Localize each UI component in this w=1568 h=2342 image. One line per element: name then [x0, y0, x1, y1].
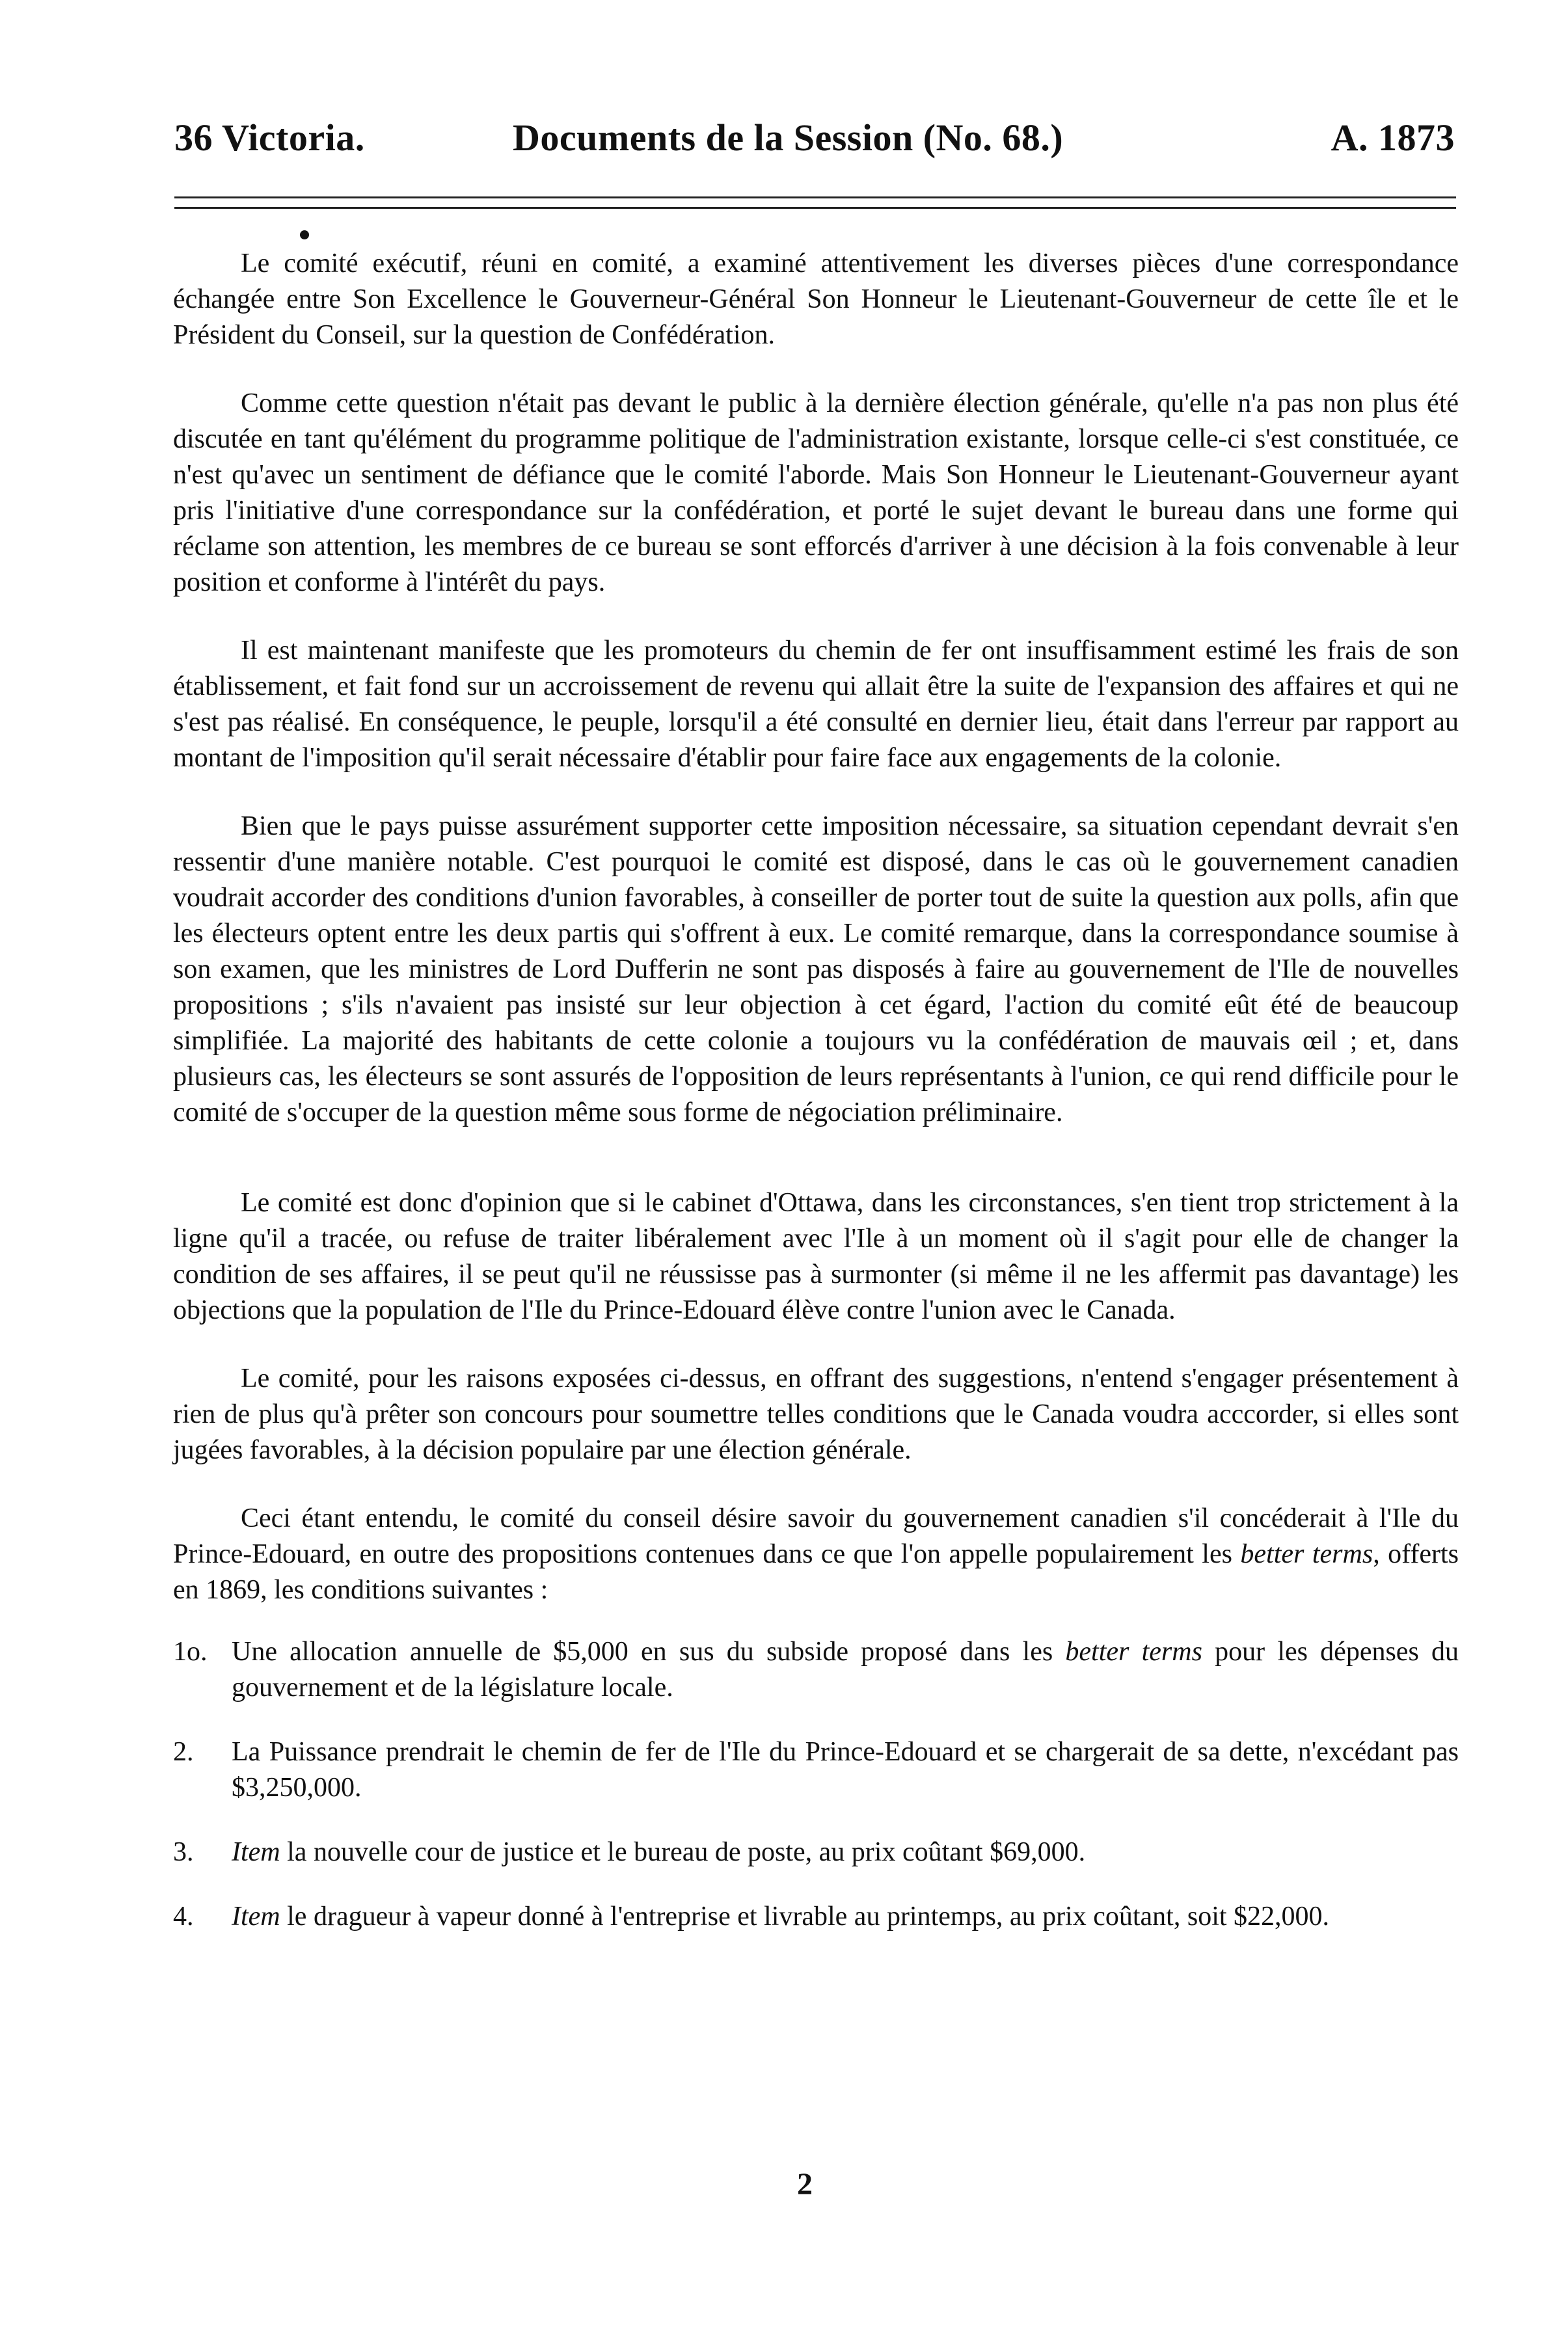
paragraph-6: Le comité, pour les raisons exposées ci-dessus, en offrant des suggestions, n'entend s'engager présentement à rien de plus qu'à prêter son concours pour soumettre telles conditions que le Canada voudra acccorder, si elles sont jugées favorables, à la décision populaire par une élection générale.	[173, 1364, 1459, 1465]
paragraph-7	[173, 1501, 1459, 1608]
list-item-text: la nouvelle cour de justice et le bureau de poste, au prix coûtant $69,000.	[280, 1837, 1086, 1867]
page-number: 2	[797, 2167, 813, 2201]
header-title: Documents de la Session (No. 68.)	[513, 116, 1064, 159]
running-header	[174, 116, 1455, 168]
header-rule-top	[174, 196, 1456, 198]
list-item-2	[173, 1734, 1459, 1806]
paragraph-7-text: Ceci étant entendu, le comité du conseil désire savoir du gouvernement canadien s'il concéderait à l'Ile du Prince-Edouard, en outre des propositions contenues dans ce que l'on appelle populairement les	[173, 1503, 1459, 1569]
paragraph-7-emphasis: better terms	[1240, 1539, 1373, 1569]
list-item-number: 2.	[173, 1737, 194, 1767]
list-item-text: Une allocation annuelle de $5,000 en sus du subside proposé dans les	[232, 1637, 1066, 1667]
list-item-1	[173, 1634, 1459, 1706]
list-item-3	[173, 1835, 1459, 1870]
list-item-number: 1o.	[173, 1637, 208, 1667]
list-item-emphasis: Item	[232, 1837, 280, 1867]
paragraph-4: Bien que le pays puisse assurément supporter cette imposition nécessaire, sa situation cependant devrait s'en ressentir d'une manière notable. C'est pourquoi le comité est disposé, dans le cas où le gouvernement canadien voudrait accorder des conditions d'union favorables, à conseiller de porter tout de suite la question aux polls, afin que les électeurs optent entre les deux partis qui s'offrent à eux. Le comité remarque, dans la correspondance soumise à son examen, que les ministres de Lord Dufferin ne sont pas disposés à faire au gouvernement de l'Ile de nouvelles propositions ; s'ils n'avaient pas insisté sur leur objection à cet égard, l'action du comité eût été de beaucoup simplifiée. La majorité des habitants de cette colonie a toujours vu la confédération de mauvais œil ; et, dans plusieurs cas, les électeurs se sont assurés de l'opposition de leurs représentants à l'union, ce qui rend difficile pour le comité de s'occuper de la question même sous forme de négociation préliminaire.	[173, 811, 1459, 1127]
paragraph-7-text-end: , offerts en 1869, les conditions suivantes :	[173, 1539, 1459, 1605]
list-item-emphasis: Item	[232, 1902, 280, 1931]
paragraph-3: Il est maintenant manifeste que les promoteurs du chemin de fer ont insuffisamment estimé les frais de son établissement, et fait fond sur un accroissement de revenu qui allait être la suite de l'expansion des affaires et qui ne s'est pas réalisé. En conséquence, le peuple, lorsqu'il a été consulté en dernier lieu, était dans l'erreur par rapport au montant de l'imposition qu'il serait nécessaire d'établir pour faire face aux engagements de la colonie.	[173, 636, 1459, 773]
paragraph-1: Le comité exécutif, réuni en comité, a examiné attentivement les diverses pièces d'une correspondance échangée entre Son Excellence le Gouverneur-Général Son Honneur le Lieutenant-Gouverneur de cette île et le Président du Conseil, sur la question de Confédération.	[173, 249, 1459, 350]
list-item-text-end: pour les dépenses du gouvernement et de la législature locale.	[232, 1637, 1459, 1703]
list-item-4	[173, 1899, 1459, 1935]
header-year: A. 1873	[1331, 116, 1455, 159]
paragraph-5: Le comité est donc d'opinion que si le cabinet d'Ottawa, dans les circonstances, s'en tient trop strictement à la ligne qu'il a tracée, ou refuse de traiter libéralement avec l'Ile à un moment où il s'agit pour elle de changer la condition de ses affaires, il se peut qu'il ne réussisse pas à surmonter (si même il ne les affermit pas davantage) les objections que la population de l'Ile du Prince-Edouard élève contre l'union avec le Canada.	[173, 1188, 1459, 1325]
header-rule-bottom	[174, 207, 1456, 209]
list-item-number: 3.	[173, 1837, 194, 1867]
print-mark	[300, 230, 309, 239]
paragraph-2: Comme cette question n'était pas devant le public à la dernière élection générale, qu'elle n'a pas non plus été discutée en tant qu'élément du programme politique de l'administration existante, lorsque celle-ci s'est constituée, ce n'est qu'avec un sentiment de défiance que le comité l'aborde. Mais Son Honneur le Lieutenant-Gouverneur ayant pris l'initiative d'une correspondance sur la confédération, et porté le sujet devant le bureau dans une forme qui réclame son attention, les membres de ce bureau se sont efforcés d'arriver à une décision à la fois convenable à leur position et conforme à l'intérêt du pays.	[173, 388, 1459, 597]
body-text	[173, 246, 1459, 1935]
list-item-text: La Puissance prendrait le chemin de fer de l'Ile du Prince-Edouard et se chargerait de sa dette, n'excédant pas $3,250,000.	[232, 1737, 1459, 1803]
list-item-emphasis: better terms	[1065, 1637, 1202, 1667]
list-item-text: le dragueur à vapeur donné à l'entreprise et livrable au printemps, au prix coûtant, soit $22,000.	[280, 1902, 1330, 1931]
list-item-number: 4.	[173, 1902, 194, 1931]
header-volume: 36 Victoria.	[174, 116, 365, 159]
